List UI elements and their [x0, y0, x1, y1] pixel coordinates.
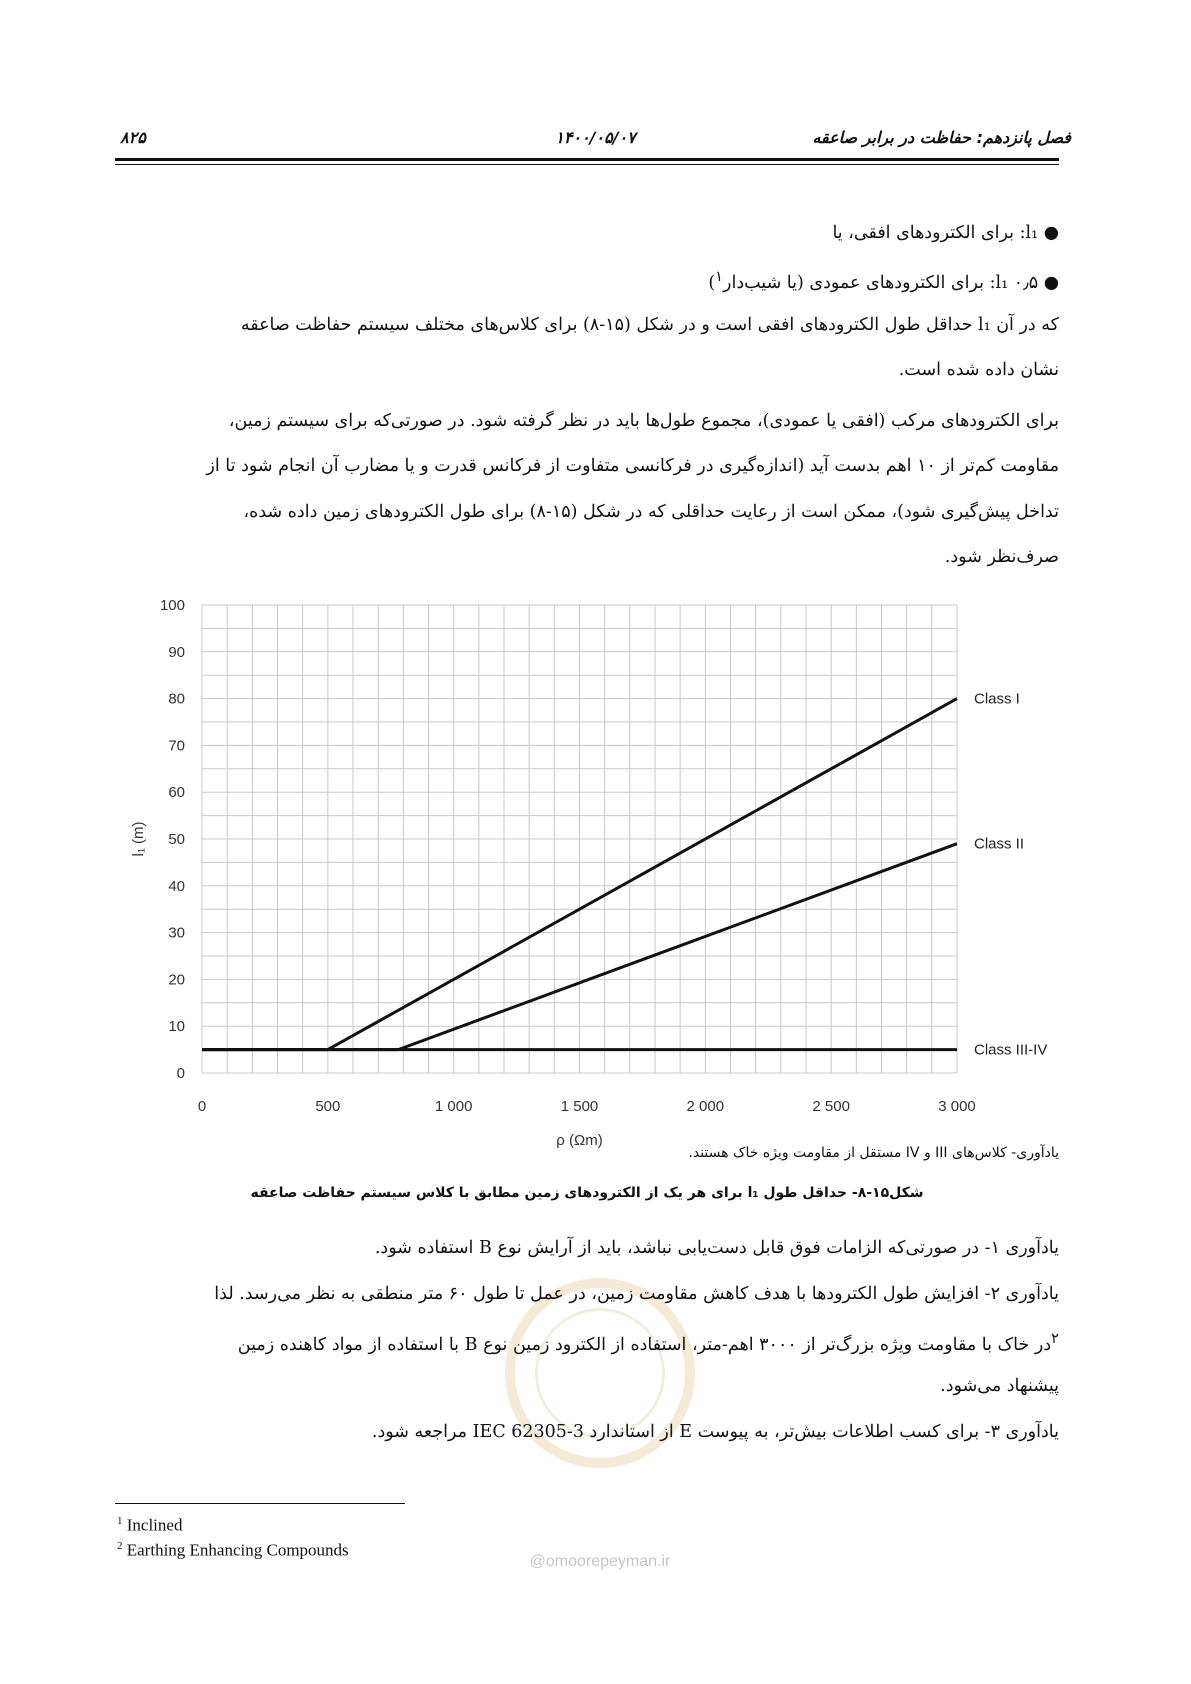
footnote-ref: ۲: [1051, 1330, 1059, 1347]
y-tick-label: 100: [159, 597, 185, 614]
y-tick-label: 40: [168, 877, 185, 895]
bullet-horizontal: [832, 223, 1059, 243]
series-label: Class II: [974, 835, 1025, 853]
watermark-seal-inner: [535, 1308, 665, 1438]
page-number: ۸۲۵: [120, 128, 146, 147]
y-tick-label: 30: [168, 924, 185, 942]
bullet-prefix: l₁:: [1019, 223, 1039, 243]
header-date: ۱۴۰۰/۰۵/۰۷: [555, 128, 636, 147]
x-tick-label: 0: [197, 1098, 207, 1115]
paragraph1-line: که در آن l₁ حداقل طول الکترودهای افقی است و در شکل (۱۵-۸) برای کلاس‌های مختلف سیستم حفاظت صاعقه: [240, 315, 1059, 335]
note-2-line1: یادآوری ۲- افزایش طول الکترودها با هدف کاهش مقاومت زمین، در عمل تا طول ۶۰ متر منطقی به نظر می‌رسد. لذا: [214, 1284, 1059, 1304]
note-2-line2: [115, 1330, 1059, 1355]
note-2-line3: پیشنهاد می‌شود.: [940, 1376, 1059, 1396]
footnote-rule: [115, 1503, 405, 1504]
series-label: Class I: [974, 690, 1020, 708]
y-tick-label: 60: [168, 784, 185, 802]
paragraph2-line: مقاومت کم‌تر از ۱۰ اهم بدست آید (اندازه‌گیری در فرکانسی متفاوت از فرکانس قدرت و یا مضارب آن انجام شود تا از: [206, 456, 1059, 476]
bullet-text: برای الکترودهای افقی، یا: [832, 223, 1020, 243]
bullet-suffix: ): [708, 272, 716, 293]
y-tick-label: 50: [168, 831, 185, 848]
y-tick-label: 20: [168, 971, 185, 989]
footnote-text: Inclined: [126, 1515, 183, 1535]
note-2-line2-text: در خاک با مقاومت ویژه بزرگ‌تر از ۳۰۰۰ اهم-متر، استفاده از الکترود زمین نوع B با استفاده از مواد کاهنده زمین: [237, 1334, 1052, 1355]
x-tick-label: 2 000: [686, 1098, 725, 1115]
bullet-dot: ●: [1038, 223, 1059, 243]
bullet-vertical: [708, 268, 1059, 293]
x-tick-label: 1 000: [434, 1098, 473, 1115]
footnote-ref: ۱: [715, 268, 723, 285]
bullet-prefix: ۰٫۵ l₁:: [989, 272, 1039, 293]
y-axis-label: l₁ (m): [130, 821, 147, 857]
footnote-2: [117, 1540, 349, 1561]
series-label: Class III-IV: [974, 1041, 1048, 1059]
header-rule-thin: [115, 164, 1059, 165]
figure-note: یادآوری- کلاس‌های III و IV مستقل از مقاومت ویژه خاک هستند.: [688, 1145, 1059, 1161]
x-tick-label: 500: [315, 1098, 341, 1115]
paragraph2-line: برای الکترودهای مرکب (افقی یا عمودی)، مجموع طول‌ها باید در نظر گرفته شود. در صورتی‌که برای سیستم زمین،: [228, 411, 1059, 431]
x-tick-label: 2 500: [812, 1098, 850, 1115]
header-rule-thick: [115, 158, 1059, 161]
chart-svg: [115, 592, 1075, 1149]
bullet-dot: ●: [1038, 272, 1059, 293]
y-tick-label: 0: [176, 1065, 185, 1082]
electrode-length-chart: [115, 592, 1075, 1149]
paragraph1-line: نشان داده شده است.: [898, 360, 1059, 380]
y-tick-label: 80: [168, 690, 185, 708]
bullet-text: برای الکترودهای عمودی (یا شیب‌دار: [723, 272, 990, 293]
footnote-text: Earthing Enhancing Compounds: [126, 1540, 349, 1560]
x-tick-label: 1 500: [560, 1098, 599, 1115]
chapter-title: فصل پانزدهم: حفاظت در برابر صاعقه: [812, 128, 1071, 147]
footnote-num: 2: [117, 1540, 123, 1552]
y-tick-label: 90: [168, 643, 185, 661]
note-1: یادآوری ۱- در صورتی‌که الزامات فوق قابل دست‌یابی نباشد، باید از آرایش نوع B استفاده شود.: [374, 1238, 1059, 1258]
note-3: یادآوری ۳- برای کسب اطلاعات بیش‌تر، به پیوست E از استاندارد IEC 62305-3 مراجعه شود.: [371, 1422, 1059, 1442]
footnote-num: 1: [117, 1515, 123, 1527]
y-tick-label: 70: [168, 737, 185, 755]
figure-caption: شکل۱۵-۸- حداقل طول l₁ برای هر یک از الکترودهای زمین مطابق با کلاس سیستم حفاظت صاعقه: [250, 1185, 924, 1201]
footnote-1: [117, 1515, 182, 1536]
watermark-text: @omoorepeyman.ir: [529, 1553, 671, 1570]
x-tick-label: 3 000: [938, 1098, 976, 1115]
paragraph2-line: تداخل پیش‌گیری شود)، ممکن است از رعایت حداقلی که در شکل (۱۵-۸) برای طول الکترودهای زمین داده شده،: [243, 502, 1059, 522]
paragraph2-line: صرف‌نظر شود.: [944, 547, 1059, 567]
y-tick-label: 10: [168, 1018, 185, 1036]
x-axis-label: ρ (Ωm): [556, 1132, 603, 1149]
